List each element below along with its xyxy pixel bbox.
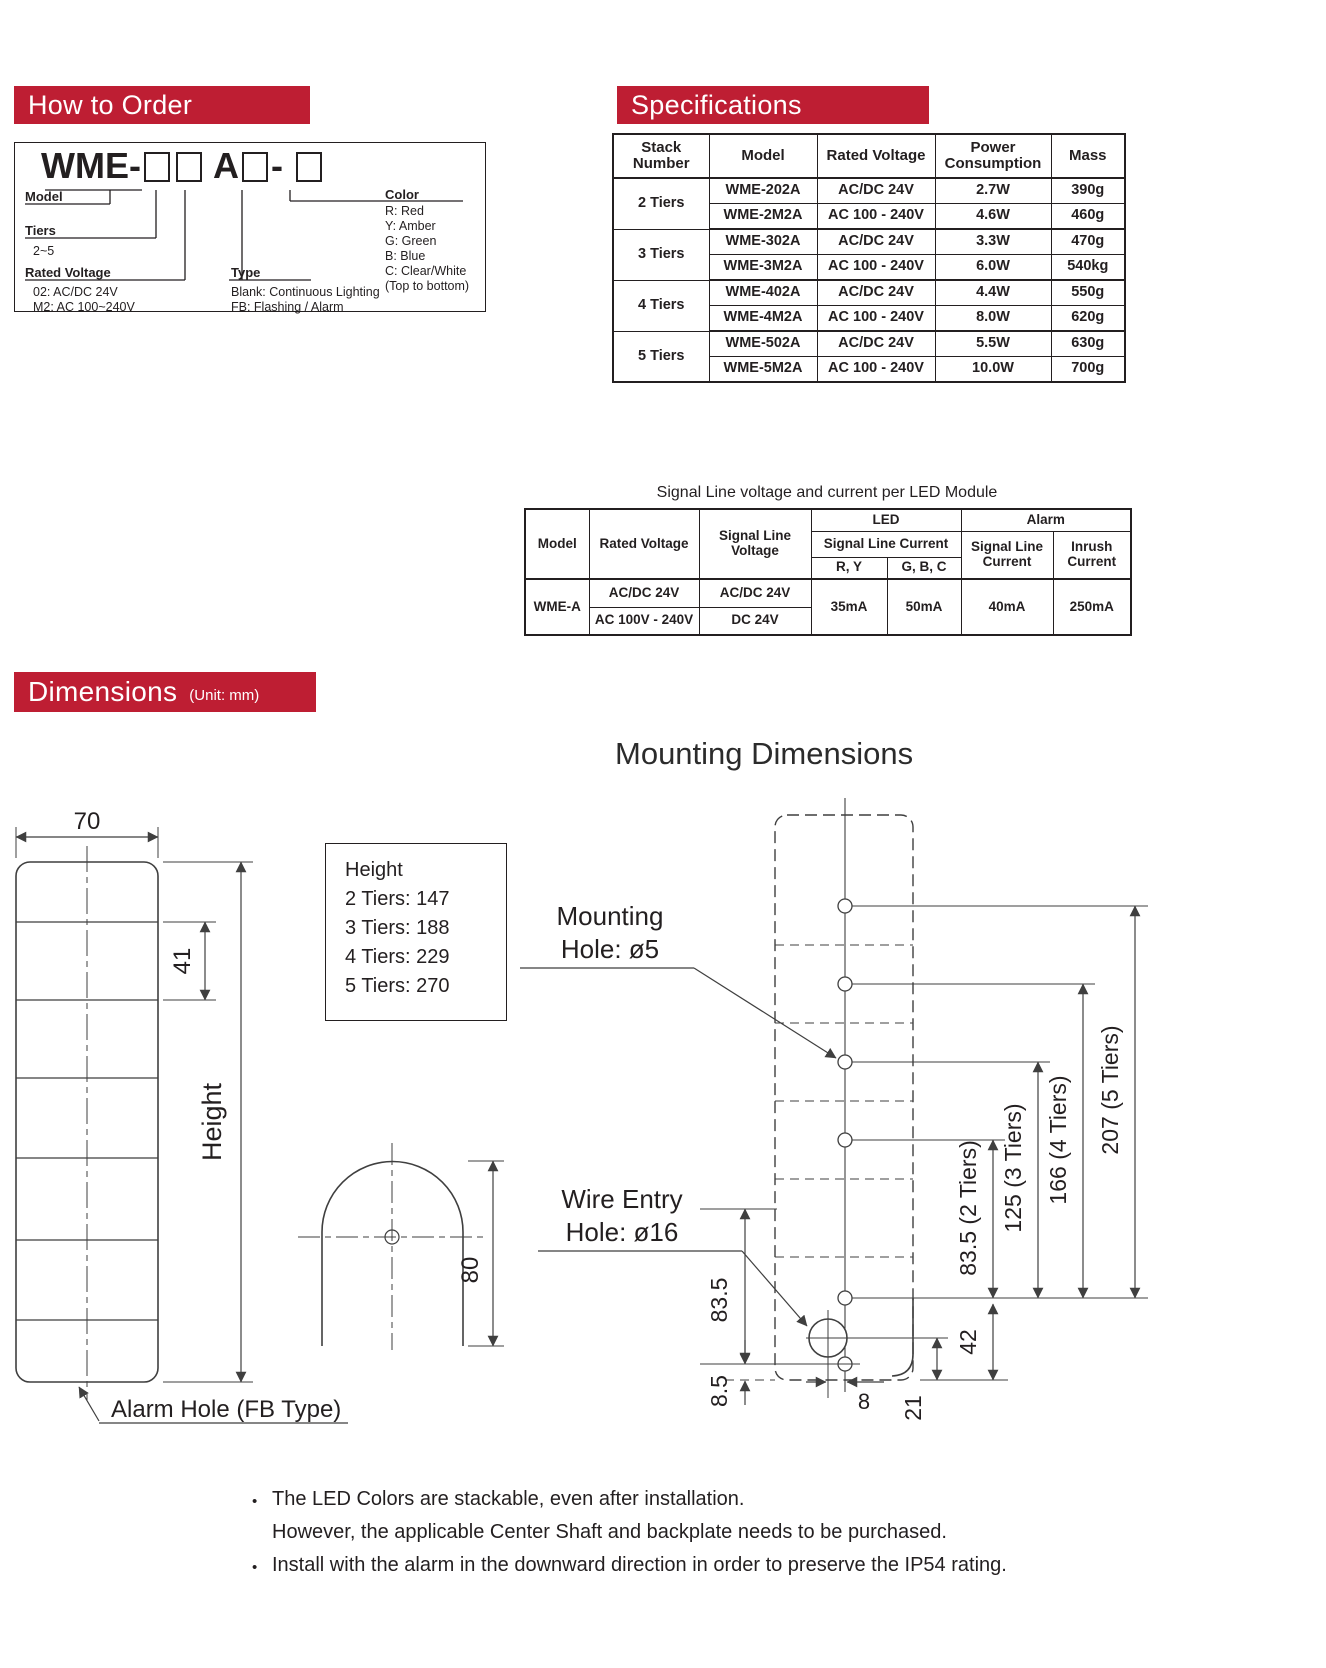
signal-header-cell: LED	[811, 509, 961, 531]
mounting-dimensions-title: Mounting Dimensions	[615, 736, 914, 771]
signal-header-cell: Signal Line Current	[811, 531, 961, 557]
color-opt: (Top to bottom)	[385, 279, 470, 293]
specifications-title: Specifications	[631, 89, 802, 120]
spec-cell: 2.7W	[935, 178, 1051, 204]
spec-cell: 6.0W	[935, 255, 1051, 281]
spec-stack-cell: 4 Tiers	[613, 280, 709, 331]
dim-835: 83.5	[706, 1277, 732, 1323]
spec-cell: WME-2M2A	[709, 204, 817, 230]
code-box	[176, 152, 202, 182]
mounting-hole-label-line2: Hole: ø5	[560, 934, 660, 964]
color-opt: Y: Amber	[385, 219, 436, 233]
signal-cell: AC/DC 24V	[699, 579, 811, 607]
color-label: Color	[385, 187, 419, 202]
spec-row	[613, 229, 1125, 255]
signal-row	[525, 579, 1131, 607]
order-code-box	[14, 142, 486, 312]
spec-header-cell: Stack Number	[613, 134, 709, 178]
signal-cell: 40mA	[961, 579, 1053, 635]
color-opt: C: Clear/White	[385, 264, 467, 278]
spec-stack-cell: 5 Tiers	[613, 331, 709, 382]
signal-cell: 35mA	[811, 579, 887, 635]
spec-cell: AC 100 - 240V	[817, 357, 935, 383]
spec-row	[613, 280, 1125, 306]
signal-cell: 50mA	[887, 579, 961, 635]
mounting-hole-label-line1: Mounting	[556, 901, 664, 931]
spec-header-cell: Rated Voltage	[817, 134, 935, 178]
rated-voltage-opt1: 02: AC/DC 24V	[33, 285, 118, 299]
dim-5tiers: 207 (5 Tiers)	[1097, 1025, 1123, 1155]
signal-header-cell: G, B, C	[887, 557, 961, 579]
bracket-view	[298, 1143, 504, 1350]
height-row: 3 Tiers: 188	[345, 917, 450, 939]
signal-header-cell: Inrush Current	[1053, 531, 1131, 579]
note-text: However, the applicable Center Shaft and backplate needs to be purchased.	[272, 1521, 947, 1543]
model-label: Model	[25, 189, 63, 204]
code-box	[144, 152, 170, 182]
signal-header-cell: Model	[525, 509, 589, 579]
signal-header-cell: Signal Line Voltage	[699, 509, 811, 579]
spec-cell: 4.6W	[935, 204, 1051, 230]
spec-cell: WME-3M2A	[709, 255, 817, 281]
spec-cell: 700g	[1051, 357, 1125, 383]
spec-cell: AC 100 - 240V	[817, 306, 935, 332]
spec-cell: 630g	[1051, 331, 1125, 357]
tiers-value: 2~5	[33, 244, 55, 258]
spec-cell: 470g	[1051, 229, 1125, 255]
signal-cell: WME-A	[525, 579, 589, 635]
signal-header-cell: Rated Voltage	[589, 509, 699, 579]
spec-cell: 390g	[1051, 178, 1125, 204]
height-row: 5 Tiers: 270	[345, 975, 450, 997]
spec-row	[613, 178, 1125, 204]
spec-row	[613, 331, 1125, 357]
dim-2tiers: 83.5 (2 Tiers)	[955, 1140, 981, 1276]
spec-header-cell: Power Consumption	[935, 134, 1051, 178]
code-box	[296, 152, 322, 182]
dimensions-banner	[14, 672, 316, 712]
dim-70: 70	[73, 808, 101, 835]
note-line	[252, 1519, 947, 1545]
spec-cell: AC 100 - 240V	[817, 204, 935, 230]
dimensions-title: Dimensions	[28, 676, 178, 707]
specifications-banner	[617, 86, 929, 124]
signal-table-title: Signal Line voltage and current per LED Module	[656, 484, 998, 501]
signal-header-cell: R, Y	[811, 557, 887, 579]
code-box	[242, 152, 268, 182]
spec-cell: 540kg	[1051, 255, 1125, 281]
height-row: 2 Tiers: 147	[345, 888, 450, 910]
spec-cell: AC/DC 24V	[817, 331, 935, 357]
color-opt: G: Green	[385, 234, 437, 248]
spec-cell: WME-502A	[709, 331, 817, 357]
dimension-drawings	[0, 730, 1326, 1450]
spec-cell: 10.0W	[935, 357, 1051, 383]
wire-entry-label-line2: Hole: ø16	[565, 1217, 679, 1247]
tower-front-view	[16, 827, 348, 1423]
spec-cell: WME-5M2A	[709, 357, 817, 383]
note-line	[252, 1552, 1007, 1581]
spec-cell: AC/DC 24V	[817, 280, 935, 306]
spec-cell: AC 100 - 240V	[817, 255, 935, 281]
tiers-label: Tiers	[25, 223, 56, 238]
signal-cell: 250mA	[1053, 579, 1131, 635]
signal-cell: AC 100V - 240V	[589, 607, 699, 635]
spec-stack-cell: 3 Tiers	[613, 229, 709, 280]
dimensions-unit: (Unit: mm)	[189, 686, 260, 704]
dim-80: 80	[457, 1256, 484, 1284]
code-prefix: WME-	[41, 145, 141, 186]
signal-header-row	[525, 509, 1131, 531]
spec-header-cell: Model	[709, 134, 817, 178]
wire-entry-label-line1: Wire Entry	[561, 1184, 683, 1214]
dim-85: 8.5	[706, 1375, 732, 1407]
spec-cell: 8.0W	[935, 306, 1051, 332]
dim-3tiers: 125 (3 Tiers)	[1000, 1103, 1026, 1233]
alarm-hole-label: Alarm Hole (FB Type)	[111, 1396, 342, 1423]
type-label: Type	[231, 265, 261, 280]
spec-cell: 460g	[1051, 204, 1125, 230]
signal-header-cell: Signal Line Current	[961, 531, 1053, 579]
color-opt: B: Blue	[385, 249, 426, 263]
code-dash: -	[270, 145, 283, 186]
spec-cell: 3.3W	[935, 229, 1051, 255]
color-opt: R: Red	[385, 204, 424, 218]
spec-cell: 5.5W	[935, 331, 1051, 357]
signal-table	[524, 508, 1132, 636]
type-opt2: FB: Flashing / Alarm	[231, 300, 344, 314]
rated-voltage-label: Rated Voltage	[25, 265, 111, 280]
signal-header-cell: Alarm	[961, 509, 1131, 531]
spec-header-row	[613, 134, 1125, 178]
spec-cell: AC/DC 24V	[817, 178, 935, 204]
note-line	[252, 1486, 744, 1515]
spec-stack-cell: 2 Tiers	[613, 178, 709, 229]
spec-cell: WME-202A	[709, 178, 817, 204]
dim-4tiers: 166 (4 Tiers)	[1045, 1075, 1071, 1205]
dim-42: 42	[955, 1329, 981, 1355]
dim-height-label: Height	[197, 1082, 227, 1162]
bullet: •	[252, 1559, 258, 1576]
dim-21: 21	[900, 1395, 926, 1421]
code-mid: A	[212, 145, 239, 186]
signal-cell: DC 24V	[699, 607, 811, 635]
spec-cell: WME-4M2A	[709, 306, 817, 332]
dim-8: 8	[857, 1389, 871, 1414]
how-to-order-title: How to Order	[28, 89, 193, 120]
rated-voltage-opt2: M2: AC 100~240V	[33, 300, 135, 314]
bullet: •	[252, 1493, 258, 1510]
specifications-table	[612, 133, 1126, 383]
type-opt1: Blank: Continuous Lighting	[231, 285, 380, 299]
note-text: Install with the alarm in the downward direction in order to preserve the IP54 rating.	[272, 1554, 1007, 1576]
spec-header-cell: Mass	[1051, 134, 1125, 178]
spec-cell: 550g	[1051, 280, 1125, 306]
order-code	[41, 147, 325, 185]
spec-cell: AC/DC 24V	[817, 229, 935, 255]
spec-cell: 620g	[1051, 306, 1125, 332]
spec-cell: 4.4W	[935, 280, 1051, 306]
signal-cell: AC/DC 24V	[589, 579, 699, 607]
dim-41: 41	[169, 947, 196, 975]
height-row: 4 Tiers: 229	[345, 946, 450, 968]
how-to-order-banner	[14, 86, 310, 124]
height-table-title: Height	[345, 859, 403, 881]
spec-cell: WME-402A	[709, 280, 817, 306]
note-text: The LED Colors are stackable, even after installation.	[272, 1488, 745, 1510]
spec-cell: WME-302A	[709, 229, 817, 255]
